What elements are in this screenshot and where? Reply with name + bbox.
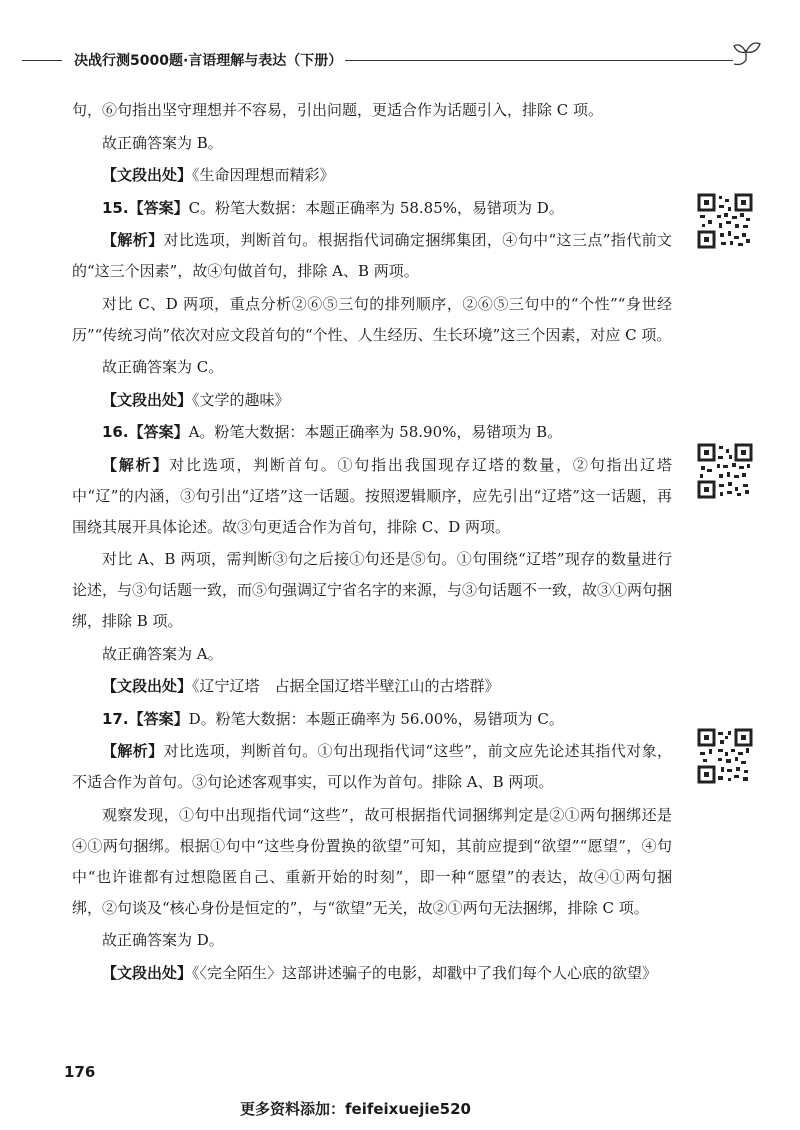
source-line: 【文段出处】《文学的趣味》 xyxy=(102,390,290,409)
answer-conclusion: 故正确答案为 C。 xyxy=(102,358,224,376)
header-rule-left xyxy=(22,60,62,61)
analysis-17-cont: 观察发现，①句中出现指代词“这些”，故可根据指代词捆绑判定是②①两句捆绑还是④①两句捆绑。根据①句中“这些身份置换的欲望”可知，其前应提到“欲望”“愿望”，④句中“也许谁都有过想隐匿自己、重新开始的时刻”，即一种“愿望”的表达，故④①两句捆绑，②句谈及“核心身份是恒定的”，与“欲望”无关，故②①两句无法捆绑，排除 C 项。 xyxy=(72,805,672,917)
source-line: 【文段出处】《生命因理想而精彩》 xyxy=(102,166,335,184)
page-number: 176 xyxy=(64,1063,96,1081)
analysis-16: 【解析】对比选项，判断首句。①句指出我国现存辽塔的数量，②句指出辽塔中“辽”的内涵，③句引出“辽塔”这一话题。按照逻辑顺序，应先引出“辽塔”这一话题，再围绕其展开具体论述。故③句更适合作为首句，排除 C、D 两项。 xyxy=(72,455,672,536)
sprout-icon xyxy=(730,40,764,68)
answer-conclusion: 故正确答案为 A。 xyxy=(102,644,223,663)
analysis-15-cont: 对比 C、D 两项，重点分析②⑥⑤三句的排列顺序，②⑥⑤三句中的“个性”“身世经历”“传统习尚”依次对应文段首句的“个性、人生经历、生长环境”这三个因素，对应 C 项。 xyxy=(72,294,672,344)
source-line: 【文段出处】《辽宁辽塔 占据全国辽塔半壁江山的古塔群》 xyxy=(102,677,500,695)
page-header xyxy=(0,40,800,80)
header-title: 决战行测5000题·言语理解与表达（下册） xyxy=(74,53,343,69)
answer-line-17: 17.【答案】D。粉笔大数据：本题正确率为 56.00%，易错项为 C。 xyxy=(102,709,564,728)
answer-conclusion: 故正确答案为 B。 xyxy=(102,133,223,152)
header-rule-right xyxy=(345,60,733,61)
paragraph-continuation: 句，⑥句指出坚守理想并不容易，引出问题，更适合作为话题引入，排除 C 项。 xyxy=(72,101,604,119)
answer-line-16: 16.【答案】A。粉笔大数据：本题正确率为 58.90%，易错项为 B。 xyxy=(102,423,563,441)
qr-code-icon[interactable] xyxy=(697,443,753,499)
answer-line-15: 15.【答案】C。粉笔大数据：本题正确率为 58.85%，易错项为 D。 xyxy=(102,198,564,217)
answer-conclusion: 故正确答案为 D。 xyxy=(102,931,224,949)
qr-code-icon[interactable] xyxy=(697,728,753,784)
analysis-16-cont: 对比 A、B 两项，需判断③句之后接①句还是⑤句。①句围绕“辽塔”现存的数量进行论述，与③句话题一致，而⑤句强调辽宁省名字的来源，与③句话题不一致，故③①两句捆绑，排除 B 项。 xyxy=(72,550,673,630)
analysis-15: 【解析】对比选项，判断首句。根据指代词确定捆绑集团，④句中“这三点”指代前文的“这三个因素”，故④句做首句，排除 A、B 两项。 xyxy=(72,231,672,280)
source-line: 【文段出处】《〈完全陌生〉这部讲述骗子的电影，却戳中了我们每个人心底的欲望》 xyxy=(102,963,658,982)
footer-note: 更多资料添加：feifeixuejie520 xyxy=(240,1100,471,1118)
analysis-17: 【解析】对比选项，判断首句。①句出现指代词“这些”，前文应先论述其指代对象，不适合作为首句。③句论述客观事实，可以作为首句。排除 A、B 两项。 xyxy=(72,742,672,791)
qr-code-icon[interactable] xyxy=(697,193,753,249)
page-content xyxy=(72,95,672,990)
